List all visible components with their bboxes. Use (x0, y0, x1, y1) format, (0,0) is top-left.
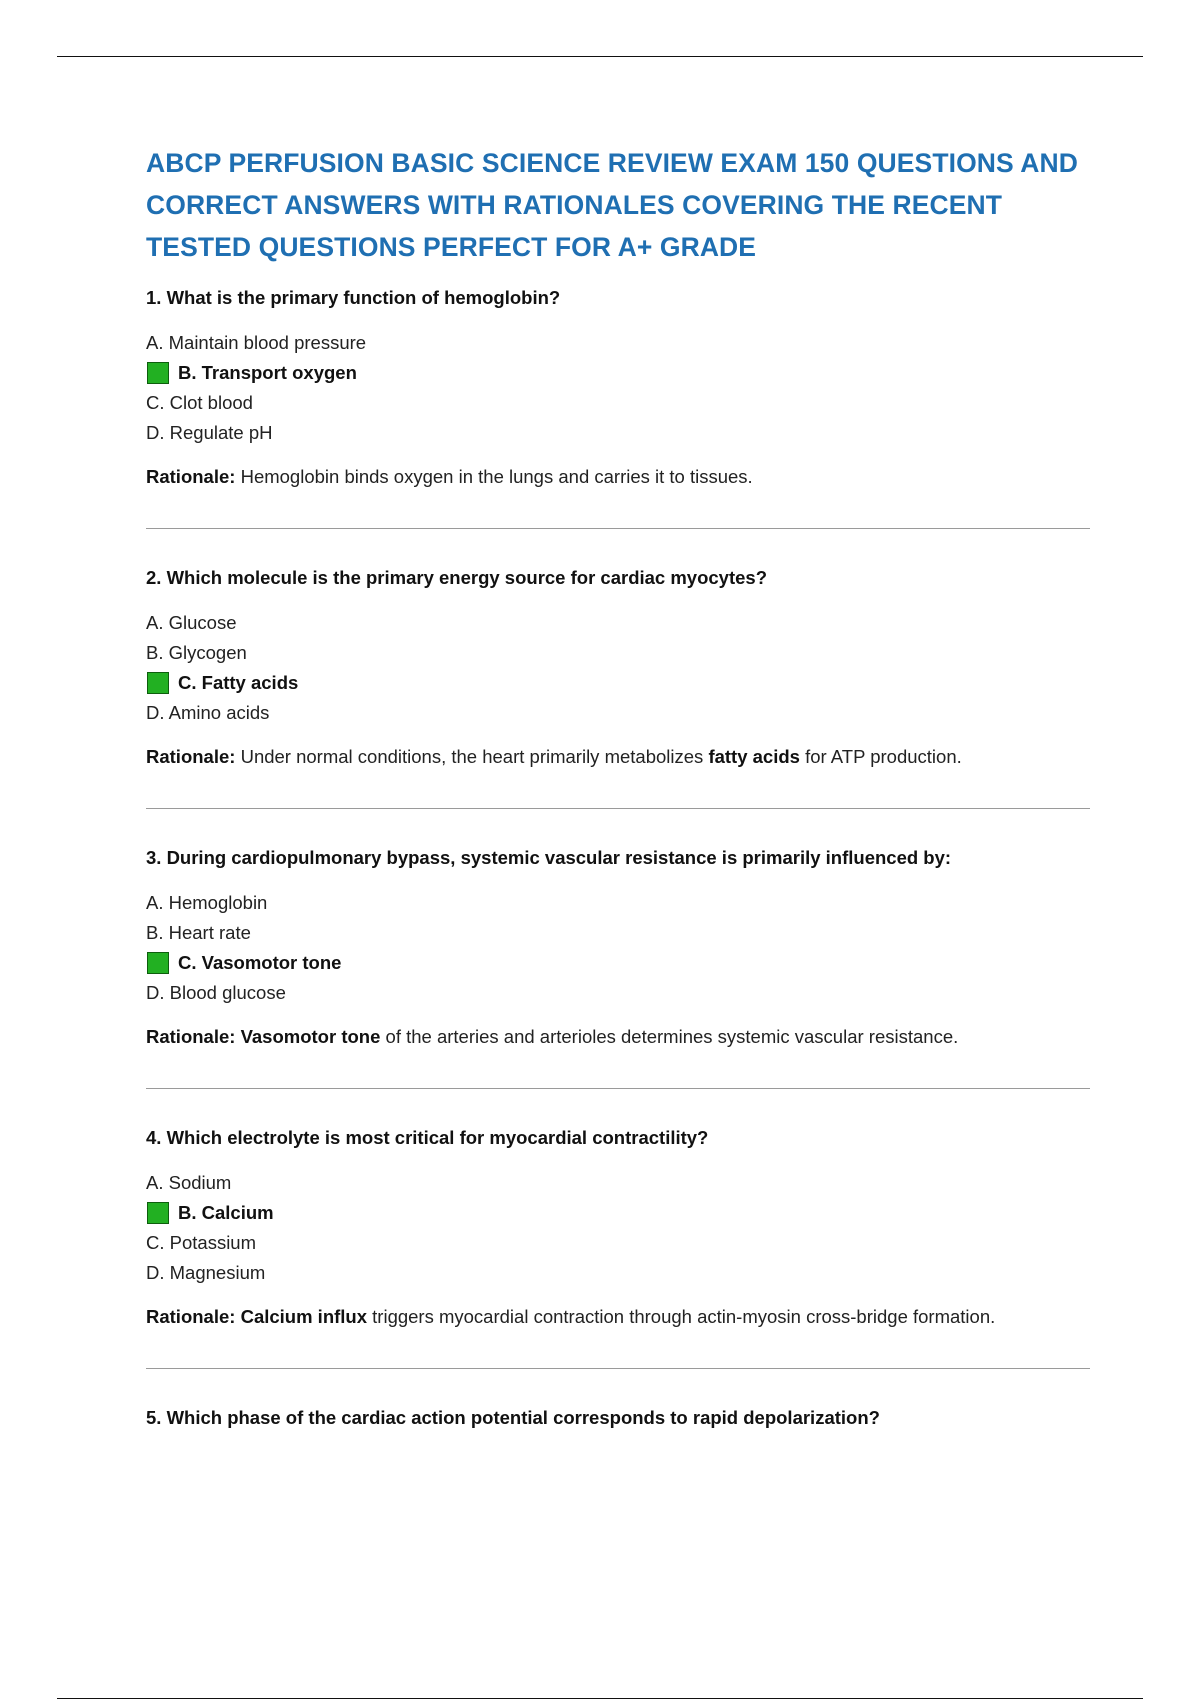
option-a: A. Maintain blood pressure (146, 332, 367, 353)
page-top-rule (57, 56, 1143, 57)
question-text: 1. What is the primary function of hemoglobin? (146, 287, 561, 308)
document-body (146, 142, 1090, 1448)
option-c-correct: C. Vasomotor tone (146, 948, 1090, 978)
answer-options (146, 1168, 1090, 1288)
question-1 (146, 286, 1090, 490)
option-c-correct: C. Fatty acids (146, 668, 1090, 698)
question-4 (146, 1126, 1090, 1330)
option-d: D. Magnesium (146, 1262, 266, 1283)
option-c: C. Clot blood (146, 392, 253, 413)
option-b-correct: B. Calcium (146, 1198, 1090, 1228)
question-text: 3. During cardiopulmonary bypass, systemic vascular resistance is primarily influenced by: (146, 847, 952, 868)
green-check-box-icon (147, 952, 169, 974)
option-c: C. Potassium (146, 1232, 257, 1253)
section-divider (146, 1368, 1090, 1369)
question-text: 2. Which molecule is the primary energy source for cardiac myocytes? (146, 567, 768, 588)
rationale: Rationale: Calcium influx triggers myocardial contraction through actin-myosin cross-bridge formation. (146, 1306, 996, 1327)
page-bottom-rule (57, 1698, 1143, 1699)
option-d: D. Amino acids (146, 702, 270, 723)
question-3 (146, 846, 1090, 1050)
green-check-box-icon (147, 672, 169, 694)
document-title: ABCP PERFUSION BASIC SCIENCE REVIEW EXAM 150 QUESTIONS AND CORRECT ANSWERS WITH RATIONALES COVERING THE RECENT TESTED QUESTIONS PERFECT FOR A+ GRADE (146, 148, 1078, 262)
question-5 (146, 1406, 1090, 1430)
rationale: Rationale: Under normal conditions, the heart primarily metabolizes fatty acids for ATP production. (146, 746, 962, 767)
question-2 (146, 566, 1090, 770)
option-a: A. Glucose (146, 612, 237, 633)
answer-options (146, 328, 1090, 448)
option-a: A. Sodium (146, 1172, 232, 1193)
section-divider (146, 528, 1090, 529)
option-b: B. Glycogen (146, 642, 247, 663)
green-check-box-icon (147, 1202, 169, 1224)
green-check-box-icon (147, 362, 169, 384)
option-a: A. Hemoglobin (146, 892, 268, 913)
section-divider (146, 1088, 1090, 1089)
question-text: 4. Which electrolyte is most critical for myocardial contractility? (146, 1127, 709, 1148)
section-divider (146, 808, 1090, 809)
option-d: D. Blood glucose (146, 982, 286, 1003)
option-b: B. Heart rate (146, 922, 251, 943)
question-text: 5. Which phase of the cardiac action potential corresponds to rapid depolarization? (146, 1407, 880, 1428)
option-b-correct: B. Transport oxygen (146, 358, 1090, 388)
answer-options (146, 888, 1090, 1008)
answer-options (146, 608, 1090, 728)
rationale: Rationale: Vasomotor tone of the arteries and arterioles determines systemic vascular resistance. (146, 1026, 959, 1047)
rationale: Rationale: Hemoglobin binds oxygen in the lungs and carries it to tissues. (146, 466, 753, 487)
option-d: D. Regulate pH (146, 422, 273, 443)
